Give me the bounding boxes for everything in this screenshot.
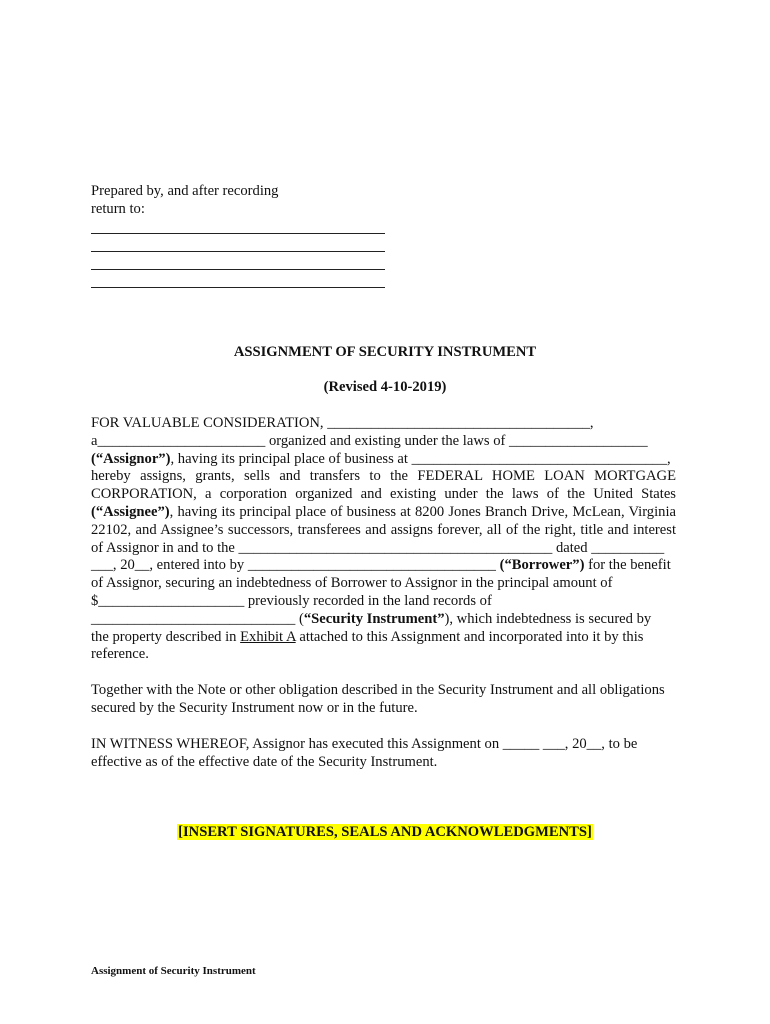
insert-signatures-highlight: [INSERT SIGNATURES, SEALS AND ACKNOWLEDGMENTS] [178, 824, 592, 840]
para1-line13-a: the property described in [91, 628, 241, 645]
prepared-by-line1: Prepared by, and after recording [91, 183, 279, 199]
assignee-term: (“Assignee”) [91, 503, 170, 520]
para1-line5: CORPORATION, a corporation organized and existing under the laws of the United States [91, 486, 676, 503]
para1-line13 [91, 629, 676, 647]
para1-line3 [91, 451, 676, 469]
para1-line13-b: attached to this Assignment and incorporated into it by this [295, 628, 644, 645]
para1-line6 [91, 504, 676, 522]
together-paragraph [91, 682, 691, 718]
para2-line2: secured by the Security Instrument now or in the future. [91, 699, 418, 716]
para1-line8: of Assignor in and to the ___________________________________________ dated __________ [91, 539, 665, 556]
return-address-blank-4 [91, 287, 385, 288]
para1-line10: of Assignor, securing an indebtedness of Borrower to Assignor in the principal amount of [91, 575, 613, 592]
signature-placeholder [0, 824, 770, 842]
revision-date: (Revised 4-10-2019) [323, 379, 447, 395]
assignor-term: (“Assignor”) [91, 450, 171, 467]
security-instrument-term: “Security Instrument” [303, 610, 445, 627]
exhibit-a-link[interactable]: Exhibit A [240, 628, 296, 645]
para1-line14: reference. [91, 646, 149, 663]
return-address-blank-1 [91, 233, 385, 234]
para1-line3-text: , having its principal place of business at ___________________________________, [170, 450, 671, 467]
para1-line2: a_______________________ organized and existing under the laws of ___________________ [91, 432, 648, 449]
return-address-blank-2 [91, 251, 385, 252]
para1-line4: hereby assigns, grants, sells and transfers to the FEDERAL HOME LOAN MORTGAGE [91, 468, 676, 485]
prepared-by-block [91, 183, 391, 219]
para2-line1: Together with the Note or other obligation described in the Security Instrument and all obligations [91, 682, 665, 698]
borrower-term: (“Borrower”) [499, 557, 585, 574]
para1-line9-a: ___, 20__, entered into by __________________________________ [91, 557, 500, 574]
para1-line12-b: ), which indebtedness is secured by [444, 610, 652, 627]
para1-line6-text: , having its principal place of business at 8200 Jones Branch Drive, McLean, Virginia [169, 503, 676, 520]
para1-line11: $____________________ previously recorded in the land records of [91, 592, 492, 609]
document-title: ASSIGNMENT OF SECURITY INSTRUMENT [233, 344, 537, 360]
para3-line1: IN WITNESS WHEREOF, Assignor has executed this Assignment on _____ ___, 20__, to be [91, 736, 638, 752]
para1-line9-b: for the benefit [584, 557, 671, 574]
return-address-blank-3 [91, 269, 385, 270]
para1-line9 [91, 557, 676, 575]
prepared-by-line2: return to: [91, 200, 145, 217]
consideration-paragraph [91, 415, 676, 664]
witness-paragraph [91, 736, 691, 772]
para1-line7: 22102, and Assignee’s successors, transferees and assigns forever, all of the right, title and interest [91, 521, 676, 538]
para3-line2: effective as of the effective date of the Security Instrument. [91, 753, 438, 770]
para1-line12 [91, 611, 676, 629]
page-footer: Assignment of Security Instrument [91, 965, 256, 977]
para1-line12-a: ____________________________ ( [91, 610, 304, 627]
para1-line1: FOR VALUABLE CONSIDERATION, ____________________________________, [91, 415, 594, 431]
